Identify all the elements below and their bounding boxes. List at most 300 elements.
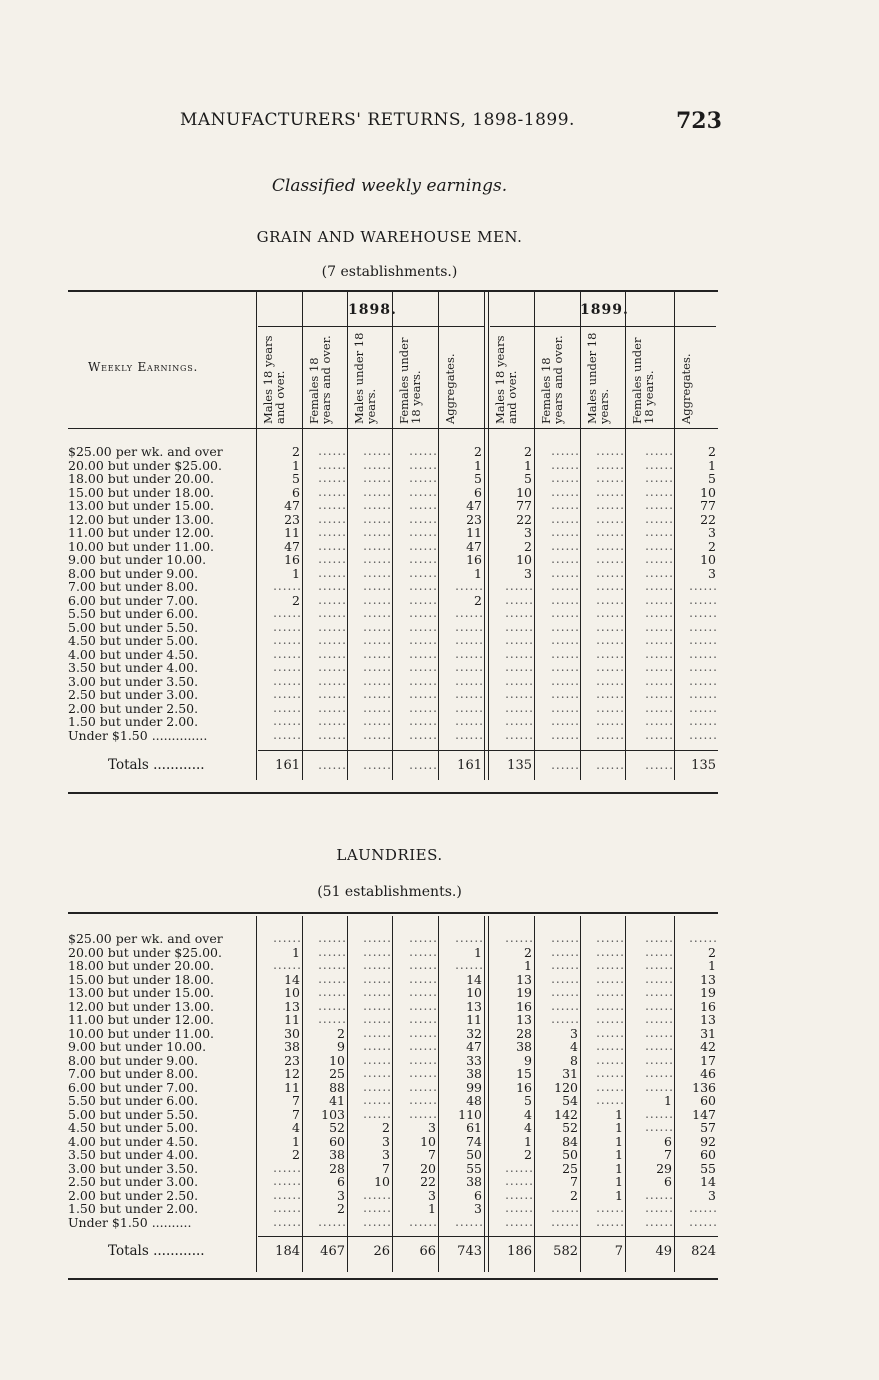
empty-cell: ...... xyxy=(645,620,674,634)
table-cell: 11 xyxy=(284,1079,300,1095)
empty-cell: ...... xyxy=(273,620,302,634)
empty-cell: ...... xyxy=(689,1215,718,1229)
empty-cell: ...... xyxy=(455,959,484,972)
empty-cell: ...... xyxy=(273,607,302,620)
empty-cell: ...... xyxy=(455,688,484,701)
table-cell: 10 xyxy=(700,552,716,567)
table-cell: 10 xyxy=(284,985,300,1000)
totals-rule xyxy=(258,750,718,751)
empty-cell: ...... xyxy=(551,445,580,458)
table-cell: 23 xyxy=(284,511,300,527)
empty-cell: ...... xyxy=(409,620,438,634)
empty-cell: ...... xyxy=(596,620,625,634)
empty-cell: ...... xyxy=(596,526,625,539)
empty-cell: ...... xyxy=(409,728,438,742)
table-cell: 55 xyxy=(700,1160,716,1176)
empty-cell: ...... xyxy=(409,972,438,986)
table1-top-rule xyxy=(68,290,718,292)
table-cell: 16 xyxy=(466,552,482,567)
table-cell: 6 xyxy=(664,1174,672,1189)
table-cell: 6 xyxy=(474,1187,482,1203)
empty-cell: ...... xyxy=(409,1067,438,1080)
empty-cell: ...... xyxy=(409,580,438,593)
empty-cell: ...... xyxy=(551,1215,580,1229)
table-cell: 74 xyxy=(466,1133,482,1149)
totals-cell: 135 xyxy=(507,758,532,773)
table-cell: 60 xyxy=(700,1147,716,1162)
totals-cell: 161 xyxy=(275,758,300,773)
empty-cell: ...... xyxy=(505,607,534,620)
empty-cell: ...... xyxy=(363,1188,392,1202)
table-cell: 1 xyxy=(474,944,482,960)
column-rule xyxy=(674,292,675,780)
empty-cell: ...... xyxy=(689,728,718,742)
table-cell: 8 xyxy=(570,1052,578,1068)
table-cell: 11 xyxy=(284,525,300,540)
empty-cell: ...... xyxy=(551,566,580,580)
empty-cell: ...... xyxy=(363,959,392,972)
empty-cell: ...... xyxy=(409,539,438,553)
empty-cell: ...... xyxy=(645,1026,674,1040)
row-label: 9.00 but under 10.00. xyxy=(68,1039,207,1054)
table-cell: 7 xyxy=(428,1147,436,1162)
empty-cell: ...... xyxy=(409,1040,438,1053)
empty-cell: ...... xyxy=(645,553,674,566)
empty-cell: ...... xyxy=(645,1080,674,1094)
empty-cell: ...... xyxy=(363,728,392,742)
table-cell: 3 xyxy=(382,1147,390,1162)
empty-cell: ...... xyxy=(318,999,347,1013)
table-cell: 1 xyxy=(615,1174,623,1189)
empty-cell: ...... xyxy=(645,647,674,661)
empty-cell: ...... xyxy=(645,1188,674,1202)
empty-cell: ...... xyxy=(409,999,438,1013)
totals-cell: 186 xyxy=(507,1244,532,1259)
table-cell: 10 xyxy=(374,1174,390,1189)
table-cell: 5 xyxy=(524,1093,532,1108)
table-cell: 10 xyxy=(466,985,482,1000)
empty-cell: ...... xyxy=(551,701,580,715)
table-cell: 33 xyxy=(466,1052,482,1068)
table-cell: 3 xyxy=(524,565,532,581)
table-cell: 17 xyxy=(700,1052,716,1068)
table-cell: 13 xyxy=(700,1012,716,1027)
empty-cell: ...... xyxy=(689,580,718,593)
empty-cell: ...... xyxy=(596,1215,625,1229)
empty-cell: ...... xyxy=(645,566,674,580)
totals-cell: 7 xyxy=(614,1244,623,1259)
empty-cell: ...... xyxy=(273,674,302,688)
empty-cell: ...... xyxy=(596,972,625,986)
empty-cell: ...... xyxy=(689,647,718,661)
table-cell: 3 xyxy=(428,1120,436,1135)
empty-cell: ...... xyxy=(363,593,392,607)
empty-cell: ...... xyxy=(409,634,438,647)
table-cell: 3 xyxy=(708,1187,716,1203)
empty-cell: ...... xyxy=(505,1175,534,1188)
empty-cell: ...... xyxy=(689,620,718,634)
table-cell: 92 xyxy=(700,1133,716,1149)
table-cell: 99 xyxy=(466,1079,482,1095)
row-label: 10.00 but under 11.00. xyxy=(68,538,215,554)
column-rule xyxy=(438,292,439,780)
section2-title: LAUNDRIES. xyxy=(336,846,443,864)
empty-cell: ...... xyxy=(505,688,534,701)
table-cell: 1 xyxy=(615,1187,623,1203)
empty-cell: ...... xyxy=(505,580,534,593)
table-cell: 5 xyxy=(524,471,532,486)
table-cell: 13 xyxy=(700,971,716,987)
empty-cell: ...... xyxy=(318,701,347,715)
empty-cell: ...... xyxy=(273,701,302,715)
empty-cell: ...... xyxy=(273,661,302,674)
empty-cell: ...... xyxy=(363,1053,392,1067)
empty-cell: ...... xyxy=(363,553,392,566)
column-rule xyxy=(534,292,535,780)
empty-cell: ...... xyxy=(363,634,392,647)
empty-cell: ...... xyxy=(409,472,438,485)
year-1899: 1899. xyxy=(580,302,629,318)
table-cell: 13 xyxy=(284,998,300,1014)
empty-cell: ...... xyxy=(363,674,392,688)
empty-cell: ...... xyxy=(318,715,347,728)
empty-cell: ...... xyxy=(551,986,580,999)
table-cell: 52 xyxy=(329,1120,345,1135)
empty-cell: ...... xyxy=(689,607,718,620)
empty-cell: ...... xyxy=(363,1107,392,1121)
empty-cell: ...... xyxy=(318,472,347,485)
empty-cell: ...... xyxy=(318,1013,347,1026)
table-cell: 47 xyxy=(284,498,300,513)
table-cell: 13 xyxy=(516,971,532,987)
empty-cell: ...... xyxy=(551,593,580,607)
year-underline-1899 xyxy=(490,326,716,327)
column-rule xyxy=(674,916,675,1272)
empty-cell: ...... xyxy=(551,607,580,620)
totals-label: Totals ............ xyxy=(108,757,205,773)
table-cell: 38 xyxy=(516,1039,532,1054)
row-label: 1.50 but under 2.00. xyxy=(68,714,199,729)
empty-cell: ...... xyxy=(596,445,625,458)
empty-cell: ...... xyxy=(596,945,625,959)
empty-cell: ...... xyxy=(505,715,534,728)
empty-cell: ...... xyxy=(645,1053,674,1067)
table1-row-header: Weekly Earnings. xyxy=(88,360,199,374)
empty-cell: ...... xyxy=(363,566,392,580)
row-label: 13.00 but under 15.00. xyxy=(68,985,215,1000)
table-cell: 25 xyxy=(562,1160,578,1176)
empty-cell: ...... xyxy=(318,1215,347,1229)
row-label: $25.00 per wk. and over xyxy=(68,444,223,459)
empty-cell: ...... xyxy=(455,620,484,634)
row-label: 4.50 but under 5.00. xyxy=(68,633,199,648)
table-cell: 2 xyxy=(292,1147,300,1162)
table-cell: 1 xyxy=(615,1133,623,1149)
empty-cell: ...... xyxy=(645,1215,674,1229)
table-cell: 11 xyxy=(466,1012,482,1027)
table-cell: 10 xyxy=(329,1052,345,1068)
table-cell: 10 xyxy=(516,484,532,500)
table-cell: 120 xyxy=(554,1079,578,1095)
empty-cell: ...... xyxy=(318,512,347,526)
empty-cell: ...... xyxy=(645,512,674,526)
table-cell: 7 xyxy=(292,1093,300,1108)
row-label: 20.00 but under $25.00. xyxy=(68,457,222,473)
table-cell: 1 xyxy=(474,457,482,473)
row-label: 1.50 but under 2.00. xyxy=(68,1201,199,1216)
empty-cell: ...... xyxy=(318,688,347,701)
empty-cell: ...... xyxy=(455,715,484,728)
empty-cell: ...... xyxy=(273,1175,302,1188)
empty-cell: ...... xyxy=(318,647,347,661)
table2-bottom-rule xyxy=(68,1278,718,1280)
table-cell: 29 xyxy=(656,1160,672,1176)
table-cell: 88 xyxy=(329,1079,345,1095)
empty-cell: ...... xyxy=(455,701,484,715)
table-cell: 1 xyxy=(664,1093,672,1108)
page-subtitle: Classified weekly earnings. xyxy=(271,176,508,196)
empty-cell: ...... xyxy=(409,1013,438,1026)
row-label: 15.00 but under 18.00. xyxy=(68,484,215,500)
row-label: 11.00 but under 12.00. xyxy=(68,1012,215,1027)
table-cell: 2 xyxy=(292,444,300,459)
table-cell: 1 xyxy=(615,1147,623,1162)
table-cell: 3 xyxy=(708,525,716,540)
empty-cell: ...... xyxy=(318,593,347,607)
empty-cell: ...... xyxy=(363,620,392,634)
table-cell: 15 xyxy=(516,1066,532,1081)
empty-cell: ...... xyxy=(645,986,674,999)
empty-cell: ...... xyxy=(318,674,347,688)
column-rule xyxy=(347,916,348,1272)
table-cell: 61 xyxy=(466,1120,482,1135)
empty-cell: ...... xyxy=(596,634,625,647)
table-cell: 13 xyxy=(516,1012,532,1027)
table-cell: 6 xyxy=(474,484,482,500)
table-cell: 1 xyxy=(292,457,300,473)
empty-cell: ...... xyxy=(505,620,534,634)
table-cell: 10 xyxy=(420,1133,436,1149)
column-rule xyxy=(347,292,348,780)
table-cell: 1 xyxy=(615,1160,623,1176)
empty-cell: ...... xyxy=(409,932,438,945)
empty-cell: ...... xyxy=(689,674,718,688)
empty-cell: ...... xyxy=(409,674,438,688)
empty-cell: ...... xyxy=(318,758,347,772)
table-cell: 136 xyxy=(692,1079,716,1095)
empty-cell: ...... xyxy=(645,999,674,1013)
table-cell: 2 xyxy=(382,1120,390,1135)
row-label: 10.00 but under 11.00. xyxy=(68,1025,215,1041)
table-cell: 1 xyxy=(524,1133,532,1149)
row-label: 4.50 but under 5.00. xyxy=(68,1120,199,1135)
empty-cell: ...... xyxy=(363,445,392,458)
empty-cell: ...... xyxy=(596,566,625,580)
table-cell: 16 xyxy=(284,552,300,567)
empty-cell: ...... xyxy=(363,688,392,701)
empty-cell: ...... xyxy=(551,959,580,972)
empty-cell: ...... xyxy=(363,701,392,715)
running-header: MANUFACTURERS' RETURNS, 1898-1899. xyxy=(180,110,575,130)
table-cell: 12 xyxy=(284,1066,300,1081)
empty-cell: ...... xyxy=(363,661,392,674)
table-cell: 3 xyxy=(474,1201,482,1216)
empty-cell: ...... xyxy=(645,607,674,620)
table-cell: 9 xyxy=(524,1052,532,1068)
row-label: 2.50 but under 3.00. xyxy=(68,1174,199,1189)
table-cell: 2 xyxy=(524,944,532,960)
empty-cell: ...... xyxy=(318,986,347,999)
empty-cell: ...... xyxy=(455,1215,484,1229)
column-header: Males under 18 years. xyxy=(585,332,611,424)
table-cell: 31 xyxy=(700,1025,716,1041)
empty-cell: ...... xyxy=(409,485,438,499)
table-cell: 10 xyxy=(700,484,716,500)
table-cell: 1 xyxy=(474,565,482,581)
empty-cell: ...... xyxy=(363,1094,392,1107)
empty-cell: ...... xyxy=(596,1067,625,1080)
empty-cell: ...... xyxy=(318,553,347,566)
table-cell: 2 xyxy=(524,444,532,459)
empty-cell: ...... xyxy=(409,1107,438,1121)
row-label: 5.00 but under 5.50. xyxy=(68,619,199,635)
empty-cell: ...... xyxy=(551,499,580,512)
empty-cell: ...... xyxy=(645,1013,674,1026)
section2-establishments: (51 establishments.) xyxy=(317,884,462,900)
empty-cell: ...... xyxy=(645,674,674,688)
empty-cell: ...... xyxy=(363,580,392,593)
empty-cell: ...... xyxy=(363,485,392,499)
table-cell: 142 xyxy=(554,1106,578,1122)
empty-cell: ...... xyxy=(689,715,718,728)
empty-cell: ...... xyxy=(318,932,347,945)
table-cell: 1 xyxy=(292,1133,300,1149)
empty-cell: ...... xyxy=(318,445,347,458)
empty-cell: ...... xyxy=(363,1026,392,1040)
table-cell: 60 xyxy=(329,1133,345,1149)
empty-cell: ...... xyxy=(363,458,392,472)
table-cell: 2 xyxy=(337,1025,345,1041)
empty-cell: ...... xyxy=(596,1080,625,1094)
row-label: 7.00 but under 8.00. xyxy=(68,1066,199,1081)
empty-cell: ...... xyxy=(645,634,674,647)
empty-cell: ...... xyxy=(596,1013,625,1026)
row-label: 3.00 but under 3.50. xyxy=(68,673,199,689)
table-cell: 28 xyxy=(516,1025,532,1041)
table-cell: 2 xyxy=(474,592,482,608)
empty-cell: ...... xyxy=(363,607,392,620)
row-label: 18.00 but under 20.00. xyxy=(68,958,215,973)
column-rule xyxy=(438,916,439,1272)
empty-cell: ...... xyxy=(551,728,580,742)
empty-cell: ...... xyxy=(409,607,438,620)
table-cell: 4 xyxy=(524,1120,532,1135)
column-header: Males under 18 years. xyxy=(352,332,378,424)
totals-cell: 743 xyxy=(457,1244,482,1259)
table-cell: 28 xyxy=(329,1160,345,1176)
empty-cell: ...... xyxy=(596,472,625,485)
table-cell: 6 xyxy=(292,484,300,500)
table-cell: 25 xyxy=(329,1066,345,1081)
row-label: 5.50 but under 6.00. xyxy=(68,1093,199,1108)
empty-cell: ...... xyxy=(596,674,625,688)
empty-cell: ...... xyxy=(551,972,580,986)
row-label: 15.00 but under 18.00. xyxy=(68,971,215,987)
empty-cell: ...... xyxy=(409,512,438,526)
table-cell: 2 xyxy=(337,1201,345,1216)
table-cell: 7 xyxy=(570,1174,578,1189)
row-label: 7.00 but under 8.00. xyxy=(68,579,199,594)
column-rule xyxy=(302,292,303,780)
empty-cell: ...... xyxy=(273,1215,302,1229)
table-cell: 3 xyxy=(428,1187,436,1203)
table2-top-rule xyxy=(68,912,718,914)
empty-cell: ...... xyxy=(551,472,580,485)
row-label: 8.00 but under 9.00. xyxy=(68,565,199,581)
empty-cell: ...... xyxy=(596,553,625,566)
empty-cell: ...... xyxy=(505,932,534,945)
empty-cell: ...... xyxy=(409,566,438,580)
year-underline-1898 xyxy=(258,326,484,327)
empty-cell: ...... xyxy=(689,932,718,945)
row-label: 4.00 but under 4.50. xyxy=(68,646,199,662)
empty-cell: ...... xyxy=(689,688,718,701)
empty-cell: ...... xyxy=(318,526,347,539)
row-label: 3.00 but under 3.50. xyxy=(68,1160,199,1176)
table-cell: 77 xyxy=(700,498,716,513)
row-label: 9.00 but under 10.00. xyxy=(68,552,207,567)
empty-cell: ...... xyxy=(409,445,438,458)
empty-cell: ...... xyxy=(505,593,534,607)
table-cell: 2 xyxy=(708,944,716,960)
empty-cell: ...... xyxy=(505,634,534,647)
empty-cell: ...... xyxy=(363,932,392,945)
empty-cell: ...... xyxy=(363,1080,392,1094)
empty-cell: ...... xyxy=(551,512,580,526)
table-cell: 46 xyxy=(700,1066,716,1081)
totals-cell: 467 xyxy=(320,1244,345,1259)
empty-cell: ...... xyxy=(273,1188,302,1202)
empty-cell: ...... xyxy=(596,580,625,593)
empty-cell: ...... xyxy=(596,1040,625,1053)
empty-cell: ...... xyxy=(505,1202,534,1215)
empty-cell: ...... xyxy=(505,728,534,742)
empty-cell: ...... xyxy=(645,758,674,772)
totals-label: Totals ............ xyxy=(108,1243,205,1259)
empty-cell: ...... xyxy=(645,959,674,972)
empty-cell: ...... xyxy=(645,593,674,607)
empty-cell: ...... xyxy=(455,580,484,593)
empty-cell: ...... xyxy=(596,758,625,772)
table-cell: 52 xyxy=(562,1120,578,1135)
empty-cell: ...... xyxy=(273,580,302,593)
table-cell: 6 xyxy=(664,1133,672,1149)
table-cell: 7 xyxy=(382,1160,390,1176)
empty-cell: ...... xyxy=(455,607,484,620)
empty-cell: ...... xyxy=(363,512,392,526)
empty-cell: ...... xyxy=(409,959,438,972)
empty-cell: ...... xyxy=(273,647,302,661)
empty-cell: ...... xyxy=(363,999,392,1013)
empty-cell: ...... xyxy=(363,1202,392,1215)
table-cell: 14 xyxy=(700,1174,716,1189)
table-cell: 2 xyxy=(708,444,716,459)
empty-cell: ...... xyxy=(596,986,625,999)
table-cell: 54 xyxy=(562,1093,578,1108)
table-cell: 16 xyxy=(516,998,532,1014)
empty-cell: ...... xyxy=(318,458,347,472)
table-cell: 7 xyxy=(664,1147,672,1162)
